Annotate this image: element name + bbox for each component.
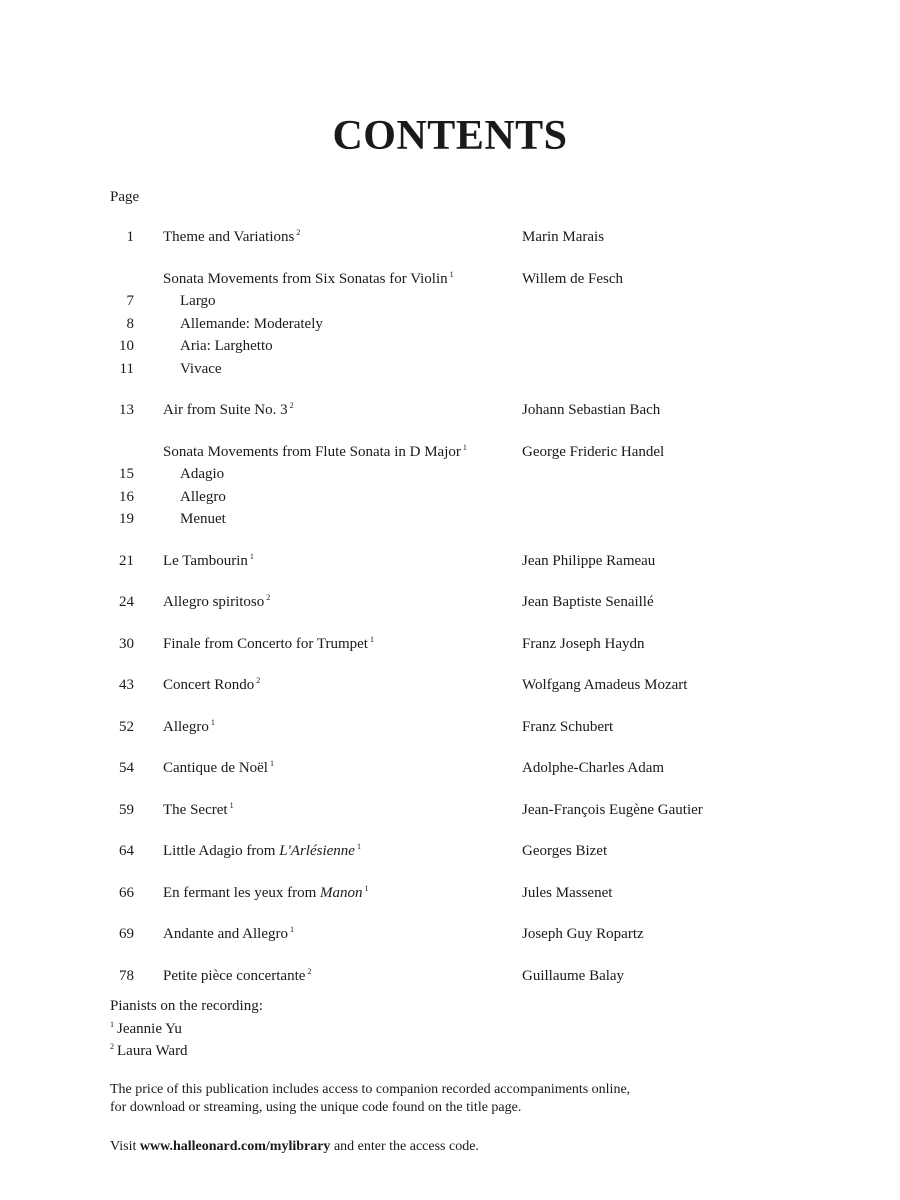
piece-title <box>163 399 294 422</box>
page-number: 13 <box>119 402 134 418</box>
footnote-marker: 1 <box>269 759 274 768</box>
title-text: En fermant les yeux from <box>163 884 321 901</box>
footnote-marker: 2 <box>296 228 301 237</box>
page-number: 24 <box>119 594 134 610</box>
movement-title <box>180 463 224 486</box>
footnote-marker: 1 <box>369 634 374 644</box>
page-number: 66 <box>119 884 134 901</box>
footnote-marker: 2 <box>256 676 261 685</box>
page-number: 19 <box>119 511 134 527</box>
composer-name: Adolphe-Charles Adam <box>522 760 665 776</box>
toc-movement-row <box>0 358 900 381</box>
piece-title <box>163 268 454 291</box>
toc-entry <box>0 757 900 780</box>
composer-name: Joseph Guy Ropartz <box>522 926 644 942</box>
title-text: Air from Suite No. 3 <box>163 402 288 418</box>
piece-title <box>163 226 300 249</box>
toc-entry <box>0 923 900 946</box>
footnote-marker: 1 <box>229 800 234 810</box>
title-text: The Secret <box>163 801 228 818</box>
composer-name: Guillaume Balay <box>522 967 625 984</box>
title-text: Little Adagio from <box>163 843 280 859</box>
footnote-marker: 1 <box>364 883 369 893</box>
title-text: Allegro spiritoso <box>163 594 265 610</box>
toc-entry <box>0 226 900 249</box>
footnote-marker: 1 <box>462 442 467 452</box>
page-number: 8 <box>126 315 134 332</box>
piece-title <box>163 674 260 697</box>
toc-row <box>0 226 900 249</box>
piece-title <box>163 633 374 656</box>
composer-name: Jean Philippe Rameau <box>522 552 656 569</box>
toc-movement-row <box>0 463 900 486</box>
toc-row <box>0 550 900 573</box>
title-text: Adagio <box>180 466 225 482</box>
piece-title <box>163 965 311 988</box>
toc-entry <box>0 268 900 381</box>
toc-movement-row <box>0 335 900 358</box>
pianist-item <box>110 1040 263 1063</box>
title-text: Andante and Allegro <box>163 926 288 942</box>
toc-entry <box>0 799 900 822</box>
toc-entry <box>0 550 900 573</box>
footnote-marker: 2 <box>110 1042 114 1051</box>
pianist-name: Jeannie Yu <box>117 1020 182 1037</box>
composer-name: George Frideric Handel <box>522 443 665 460</box>
piece-title <box>163 840 361 863</box>
toc-entry <box>0 965 900 988</box>
toc-row <box>0 923 900 946</box>
page-number: 30 <box>119 635 134 652</box>
title-text: Cantique de Noël <box>163 760 268 776</box>
toc-row <box>0 633 900 656</box>
title-text: Sonata Movements from Flute Sonata in D Major <box>163 443 461 460</box>
visit-suffix: and enter the access code. <box>330 1139 479 1154</box>
footnote-marker: 1 <box>249 551 254 561</box>
toc-entry <box>0 840 900 863</box>
title-text: Finale from Concerto for Trumpet <box>163 635 368 652</box>
page-number: 21 <box>119 552 134 569</box>
toc-entry <box>0 716 900 739</box>
composer-name: Johann Sebastian Bach <box>522 402 661 418</box>
info-line: The price of this publication includes access to companion recorded accompaniments online, <box>110 1082 631 1097</box>
page-number: 43 <box>119 677 134 693</box>
title-text: Largo <box>180 293 216 309</box>
pianists-heading: Pianists on the recording: <box>110 998 263 1014</box>
table-of-contents <box>0 226 900 1006</box>
pianist-item <box>110 1018 263 1041</box>
page-number: 11 <box>119 360 134 377</box>
title-text: Petite pièce concertante <box>163 967 306 984</box>
piece-title <box>163 550 254 573</box>
page-number: 7 <box>126 293 134 309</box>
composer-name: Jean-François Eugène Gautier <box>522 801 703 818</box>
toc-movement-row <box>0 290 900 313</box>
title-text: Allemande: Moderately <box>180 315 323 332</box>
library-link[interactable]: www.halleonard.com/mylibrary <box>139 1139 331 1154</box>
title-italic: Manon <box>320 884 363 901</box>
toc-entry <box>0 591 900 614</box>
publication-info <box>110 1081 630 1117</box>
footnote-marker: 2 <box>307 966 312 976</box>
page-number: 52 <box>119 718 134 735</box>
footnote-marker: 1 <box>449 269 454 279</box>
footnote-marker: 1 <box>110 1019 114 1029</box>
toc-movement-row <box>0 486 900 509</box>
toc-row <box>0 799 900 822</box>
toc-entry <box>0 399 900 422</box>
toc-row <box>0 591 900 614</box>
title-text: Aria: Larghetto <box>180 338 273 354</box>
composer-name: Jules Massenet <box>522 884 613 901</box>
title-text: Sonata Movements from Six Sonatas for Violin <box>163 270 448 287</box>
footnote-marker: 2 <box>289 401 294 410</box>
composer-name: Franz Joseph Haydn <box>522 635 645 652</box>
footnote-marker: 1 <box>289 925 294 934</box>
movement-title <box>180 486 226 509</box>
composer-name: Wolfgang Amadeus Mozart <box>522 677 688 693</box>
title-text: Concert Rondo <box>163 677 255 693</box>
toc-row <box>0 268 900 291</box>
title-text: Le Tambourin <box>163 552 248 569</box>
page-number: 10 <box>119 338 134 354</box>
composer-name: Marin Marais <box>522 229 605 245</box>
visit-line <box>110 1139 479 1155</box>
page-number: 15 <box>119 466 134 482</box>
page-number: 16 <box>119 488 134 505</box>
piece-title <box>163 923 294 946</box>
toc-row <box>0 674 900 697</box>
toc-row <box>0 965 900 988</box>
composer-name: Franz Schubert <box>522 718 614 735</box>
piece-title <box>163 591 270 614</box>
movement-title <box>180 335 273 358</box>
footnote-marker: 1 <box>210 717 215 727</box>
piece-title <box>163 799 234 822</box>
page-number: 69 <box>119 926 134 942</box>
toc-entry <box>0 633 900 656</box>
movement-title <box>180 358 222 381</box>
footnote-marker: 2 <box>266 593 271 602</box>
toc-row <box>0 757 900 780</box>
toc-row <box>0 840 900 863</box>
title-text: Menuet <box>180 511 226 527</box>
page-title: CONTENTS <box>332 113 568 159</box>
toc-movement-row <box>0 313 900 336</box>
piece-title <box>163 441 467 464</box>
title-text: Vivace <box>180 360 222 377</box>
visit-prefix: Visit <box>110 1139 140 1154</box>
page-number: 78 <box>119 967 134 984</box>
pianists-notes <box>110 995 263 1063</box>
piece-title <box>163 757 274 780</box>
toc-row <box>0 441 900 464</box>
toc-row <box>0 882 900 905</box>
page-column-header: Page <box>110 189 140 205</box>
composer-name: Willem de Fesch <box>522 270 624 287</box>
movement-title <box>180 313 323 336</box>
page-number: 59 <box>119 801 134 818</box>
composer-name: Georges Bizet <box>522 843 608 859</box>
pianist-name: Laura Ward <box>117 1043 188 1059</box>
toc-movement-row <box>0 508 900 531</box>
footnote-marker: 1 <box>356 842 361 851</box>
title-text: Allegro <box>180 488 226 505</box>
page-number: 64 <box>119 843 134 859</box>
toc-row <box>0 399 900 422</box>
toc-entry <box>0 882 900 905</box>
movement-title <box>180 290 216 313</box>
page-number: 54 <box>119 760 134 776</box>
title-italic: L'Arlésienne <box>279 843 355 859</box>
title-text: Theme and Variations <box>163 229 295 245</box>
piece-title <box>163 716 215 739</box>
toc-entry <box>0 674 900 697</box>
title-text: Allegro <box>163 718 209 735</box>
composer-name: Jean Baptiste Senaillé <box>522 594 654 610</box>
toc-row <box>0 716 900 739</box>
piece-title <box>163 882 369 905</box>
page-number: 1 <box>126 229 134 245</box>
movement-title <box>180 508 226 531</box>
toc-entry <box>0 441 900 531</box>
info-line: for download or streaming, using the unique code found on the title page. <box>110 1100 522 1115</box>
